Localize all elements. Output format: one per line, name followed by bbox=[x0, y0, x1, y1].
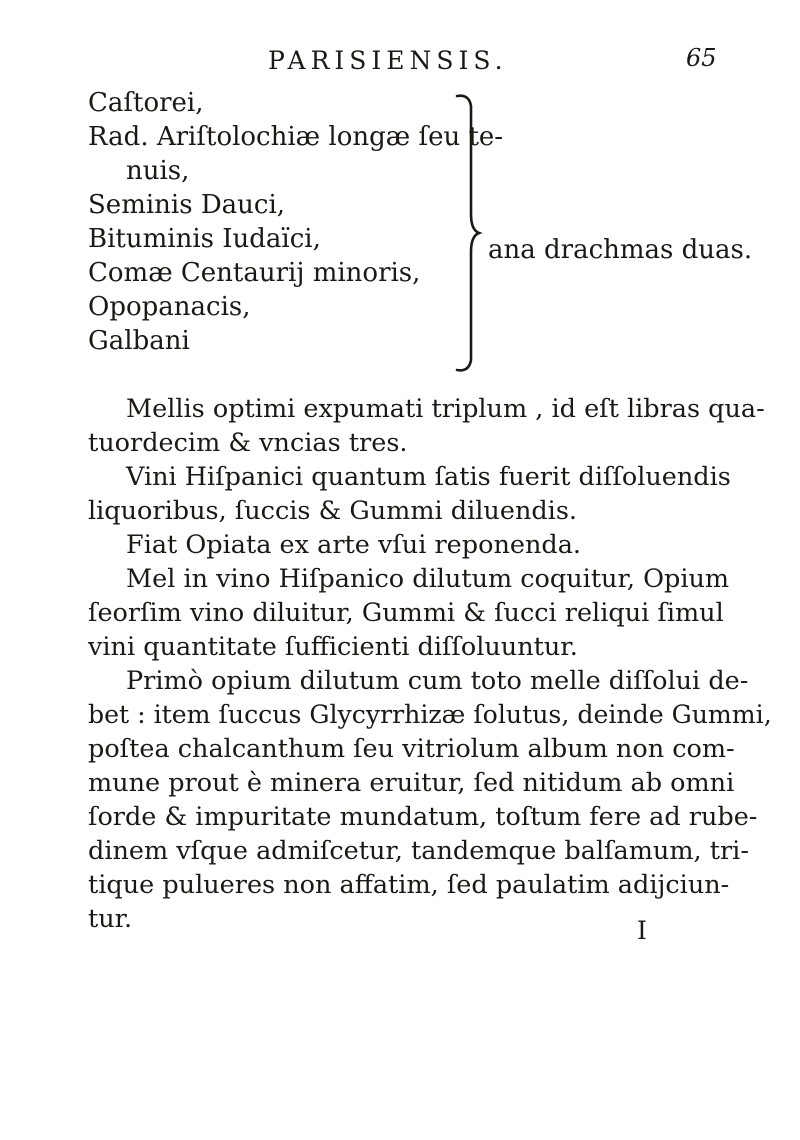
ingredient-line: Comæ Centaurij minoris, bbox=[88, 258, 421, 288]
text-line: tuordecim & vncias tres. bbox=[88, 428, 408, 458]
ingredient-line: Rad. Ariſtolochiæ longæ ſeu te- bbox=[88, 122, 504, 152]
text-line: tur. bbox=[88, 904, 133, 934]
ingredient-line: Galbani bbox=[88, 326, 190, 356]
dose-label: ana drachmas duas. bbox=[488, 235, 753, 265]
text-line: mune prout è minera eruitur, ſed nitidum ab omni bbox=[88, 768, 735, 798]
text-line: bet : item ſuccus Glycyrrhizæ ſolutus, deinde Gummi, bbox=[88, 700, 772, 729]
text-line: tique pulueres non affatim, ſed paulatim adijciun- bbox=[88, 870, 730, 900]
page-number: 65 bbox=[686, 44, 717, 72]
text-line: poſtea chalcanthum ſeu vitriolum album non com- bbox=[88, 734, 735, 764]
ingredient-line: nuis, bbox=[126, 156, 190, 186]
catchword: I bbox=[637, 916, 647, 945]
text-line: Fiat Opiata ex arte vſui reponenda. bbox=[126, 530, 582, 560]
ingredient-line: Caſtorei, bbox=[88, 88, 204, 118]
curly-brace bbox=[445, 92, 485, 374]
ingredient-line: Bituminis Iudaïci, bbox=[88, 224, 321, 254]
running-head: PARISIENSIS. bbox=[268, 46, 508, 75]
text-line: liquoribus, ſuccis & Gummi diluendis. bbox=[88, 496, 578, 526]
text-line: dinem vſque admiſcetur, tandemque balſamum, tri- bbox=[88, 836, 749, 866]
text-line: Primò opium dilutum cum toto melle diſſolui de- bbox=[126, 666, 749, 696]
ingredient-line: Opopanacis, bbox=[88, 292, 251, 322]
text-line: Vini Hiſpanici quantum ſatis fuerit diſſoluendis bbox=[126, 462, 731, 492]
text-line: ſorde & impuritate mundatum, toſtum fere ad rube- bbox=[88, 802, 758, 832]
text-line: Mel in vino Hiſpanico dilutum coquitur, Opium bbox=[126, 564, 730, 594]
text-line: ſeorſim vino diluitur, Gummi & ſucci reliqui ſimul bbox=[88, 598, 724, 628]
ingredient-line: Seminis Dauci, bbox=[88, 190, 286, 220]
text-line: vini quantitate ſufficienti diſſoluuntur. bbox=[88, 632, 578, 662]
text-line: Mellis optimi expumati triplum , id eſt libras qua- bbox=[126, 394, 765, 424]
